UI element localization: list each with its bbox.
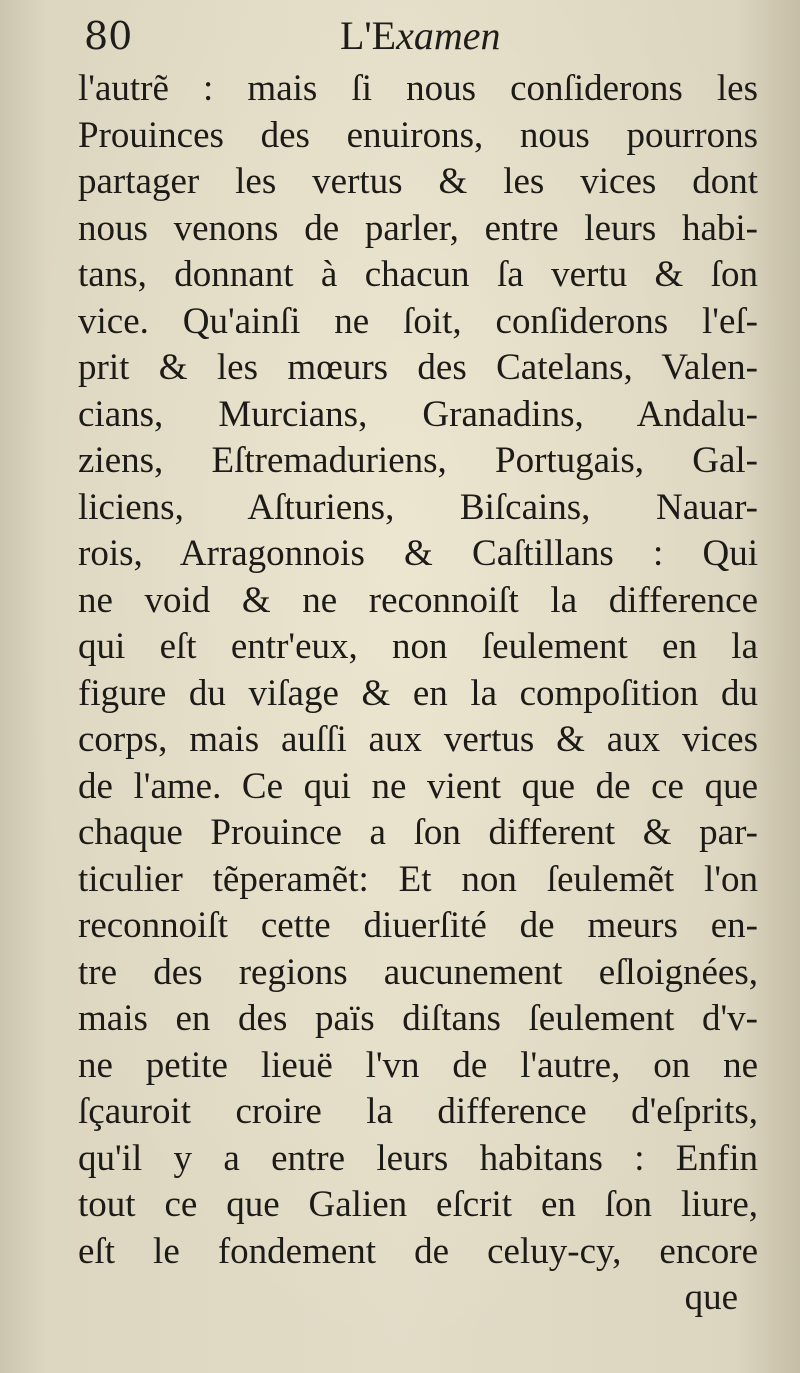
text-line: ne void & ne reconnoiſt la difference [78,579,758,621]
text-line: ticulier tẽperamẽt: Et non ſeulemẽt l'on [78,858,758,900]
body-text [78,66,758,1322]
text-line: tout ce que Galien eſcrit en ſon liure, [78,1184,758,1225]
text-line: qui eſt entr'eux, non ſeulement en la [78,626,758,667]
text-line: ſçauroit croire la difference d'eſprits, [78,1091,758,1132]
page-number: 80 [84,14,133,58]
text-line: liciens, Aſturiens, Biſcains, Nauar- [78,486,758,528]
text-line: chaque Prouince a ſon different & par- [78,812,758,853]
text-line: partager les vertus & les vices dont [78,161,758,202]
text-line: nous venons de parler, entre leurs habi- [78,207,758,249]
text-line: mais en des païs diſtans ſeulement d'v- [78,998,758,1039]
text-line: figure du viſage & en la compoſition du [78,672,758,714]
catchword: que [684,1277,738,1318]
text-line: ne petite lieuë l'vn de l'autre, on ne [78,1044,758,1086]
text-line: tans, donnant à chacun ſa vertu & ſon [78,254,758,295]
text-line: prit & les mœurs des Catelans, Valen- [78,347,758,388]
running-title-italic: xamen [396,13,501,58]
text-line: eſt le fondement de celuy-cy, encore [78,1230,758,1272]
text-line: l'autrẽ : mais ſi nous conſiderons les [78,68,758,109]
text-line: rois, Arragonnois & Caſtillans : Qui [78,533,758,574]
text-line: reconnoiſt cette diuerſité de meurs en- [78,905,758,946]
text-line: corps, mais auſſi aux vertus & aux vices [78,719,758,760]
text-line: qu'il y a entre leurs habitans : Enfin [78,1137,758,1179]
text-line: de l'ame. Ce qui ne vient que de ce que [78,765,758,807]
text-line: Prouinces des enuirons, nous pourrons [78,114,758,156]
running-title-prefix: L'E [340,13,397,58]
text-line: cians, Murcians, Granadins, Andalu- [78,393,758,435]
text-line: vice. Qu'ainſi ne ſoit, conſiderons l'eſ- [78,300,758,342]
text-line: tre des regions aucunement eſloignées, [78,951,758,993]
text-line: ziens, Eſtremaduriens, Portugais, Gal- [78,440,758,481]
running-title [340,12,500,59]
